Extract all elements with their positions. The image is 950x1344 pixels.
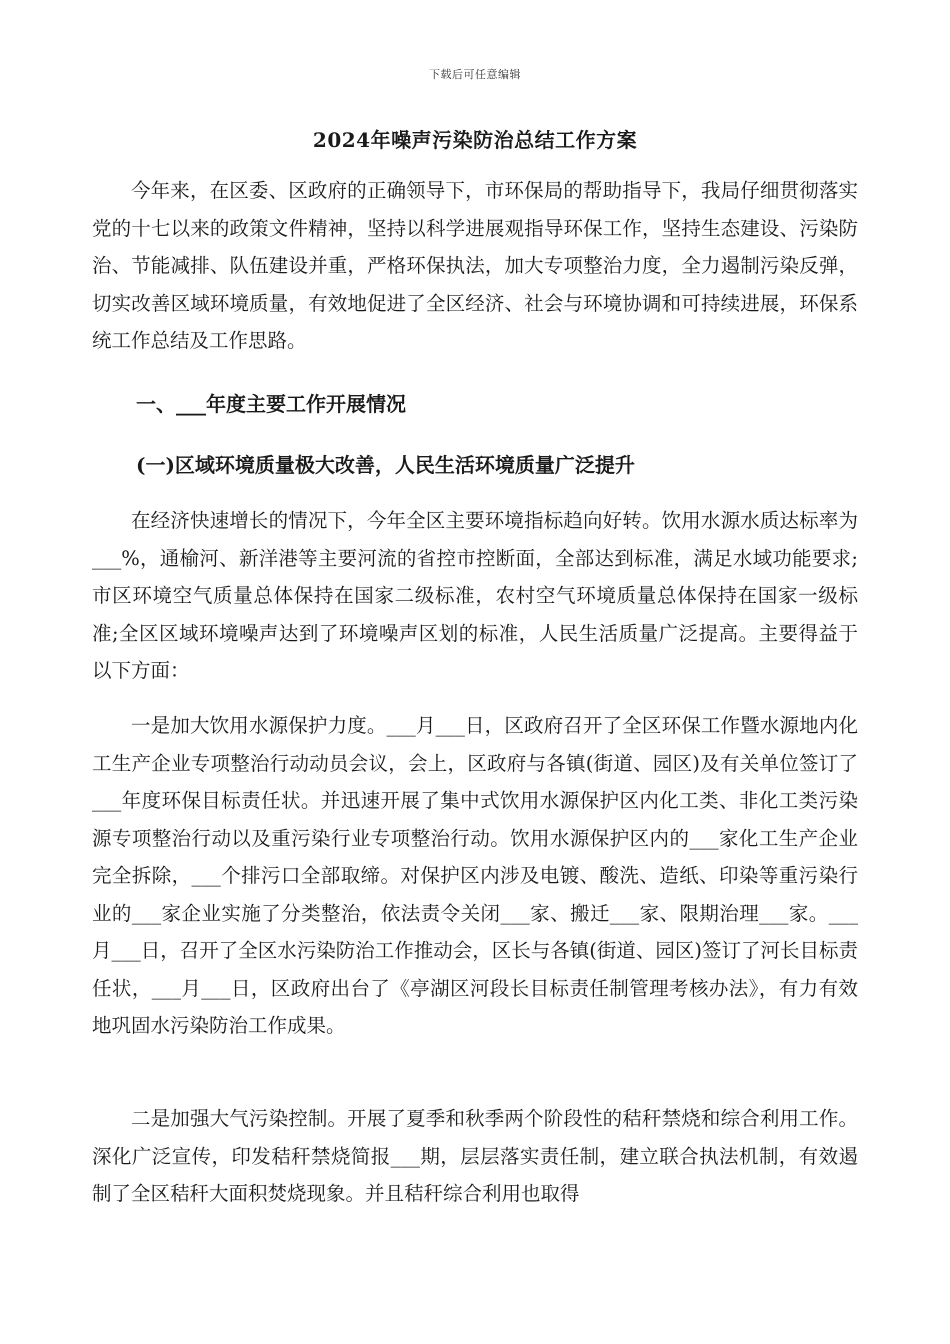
subsection-heading: (一)区域环境质量极大改善，人民生活环境质量广泛提升: [136, 453, 635, 477]
air-pollution-paragraph: 二是加强大气污染控制。开展了夏季和秋季两个阶段性的秸秆禁烧和综合利用工作。深化广泛宣传，印发秸秆禁烧简报___期，层层落实责任制，建立联合执法机制，有效遏制了全区秸秆大面积焚烧现象。并且秸秆综合利用也取得: [92, 1107, 858, 1205]
document-title: 2024年噪声污染防治总结工作方案: [312, 128, 638, 152]
header-note: 下载后可任意编辑: [429, 68, 521, 81]
water-protection-paragraph: 一是加大饮用水源保护力度。___月___日，区政府召开了全区环保工作暨水源地内化工生产企业专项整治行动动员会议，会上，区政府与各镇(街道、园区)及有关单位签订了___年度环保目标责任状。并迅速开展了集中式饮用水源保护区内化工类、非化工类污染源专项整治行动以及重污染行业专项整治行动。饮用水源保护区内的___家化工生产企业完全拆除，___个排污口全部取缔。对保护区内涉及电镀、酸洗、造纸、印染等重污染行业的___家企业实施了分类整治，依法责令关闭___家、搬迁___家、限期治理___家。___月___日，召开了全区水污染防治工作推动会，区长与各镇(街道、园区)签订了河长目标责任状，___月___日，区政府出台了《亭湖区河段长目标责任制管理考核办法》，有力有效地巩固水污染防治工作成果。: [92, 714, 858, 1037]
intro-paragraph: 今年来，在区委、区政府的正确领导下，市环保局的帮助指导下，我局仔细贯彻落实党的十七以来的政策文件精神，坚持以科学进展观指导环保工作，坚持生态建设、污染防治、节能减排、队伍建设并重，严格环保执法，加大专项整治力度，全力遏制污染反弹，切实改善区域环境质量，有效地促进了全区经济、社会与环境协调和可持续进展，环保系统工作总结及工作思路。: [92, 179, 858, 352]
section-heading: 一、___年度主要工作开展情况: [136, 392, 406, 416]
environment-quality-paragraph: 在经济快速增长的情况下，今年全区主要环境指标趋向好转。饮用水源水质达标率为___%，通榆河、新洋港等主要河流的省控市控断面，全部达到标准，满足水域功能要求;市区环境空气质量总体保持在国家二级标准，农村空气环境质量总体保持在国家一级标准;全区区域环境噪声达到了环境噪声区划的标准，人民生活质量广泛提高。主要得益于以下方面：: [92, 509, 858, 682]
